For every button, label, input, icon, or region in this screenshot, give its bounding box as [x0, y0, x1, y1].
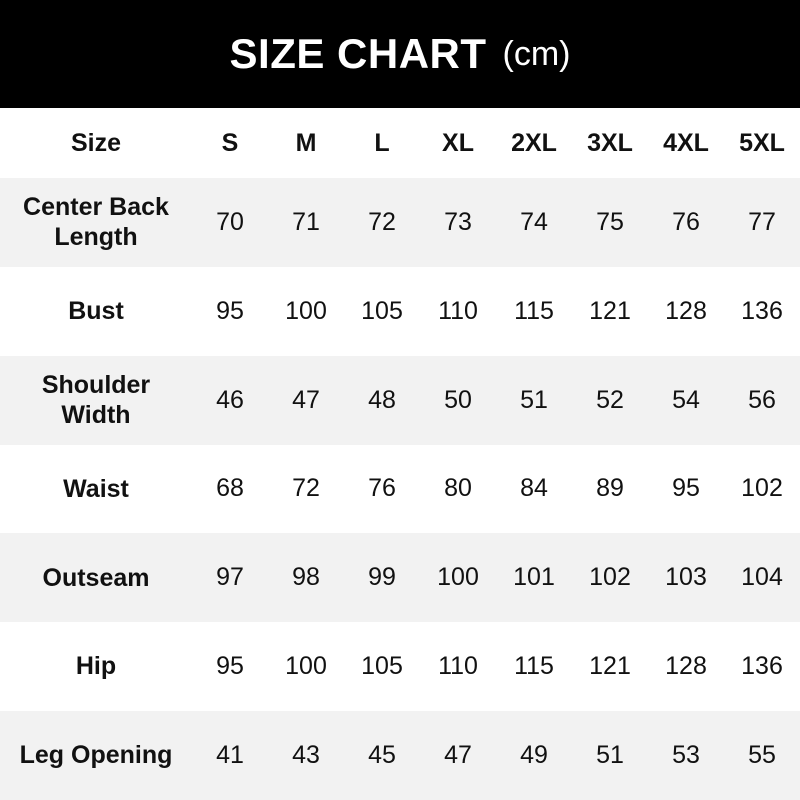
cell-hip-s: 95 — [192, 622, 268, 711]
cell-waist-m: 72 — [268, 445, 344, 534]
cell-bust-l: 105 — [344, 267, 420, 356]
cell-outseam-4xl: 103 — [648, 533, 724, 622]
cell-hip-xl: 110 — [420, 622, 496, 711]
cell-shoulder-width-5xl: 56 — [724, 356, 800, 445]
table-row — [0, 356, 800, 445]
cell-leg-opening-m: 43 — [268, 711, 344, 800]
cell-leg-opening-2xl: 49 — [496, 711, 572, 800]
cell-bust-s: 95 — [192, 267, 268, 356]
cell-waist-2xl: 84 — [496, 445, 572, 534]
column-header-3xl: 3XL — [572, 108, 648, 178]
cell-leg-opening-4xl: 53 — [648, 711, 724, 800]
row-label-center-back-length: Center Back Length — [0, 178, 192, 267]
size-chart-table — [0, 108, 800, 800]
cell-hip-m: 100 — [268, 622, 344, 711]
cell-leg-opening-xl: 47 — [420, 711, 496, 800]
cell-leg-opening-l: 45 — [344, 711, 420, 800]
cell-hip-4xl: 128 — [648, 622, 724, 711]
row-label-hip: Hip — [0, 622, 192, 711]
cell-outseam-l: 99 — [344, 533, 420, 622]
cell-bust-5xl: 136 — [724, 267, 800, 356]
cell-shoulder-width-3xl: 52 — [572, 356, 648, 445]
cell-shoulder-width-m: 47 — [268, 356, 344, 445]
cell-center-back-length-3xl: 75 — [572, 178, 648, 267]
cell-hip-l: 105 — [344, 622, 420, 711]
row-label-shoulder-width: Shoulder Width — [0, 356, 192, 445]
cell-center-back-length-5xl: 77 — [724, 178, 800, 267]
cell-bust-3xl: 121 — [572, 267, 648, 356]
cell-center-back-length-xl: 73 — [420, 178, 496, 267]
cell-center-back-length-m: 71 — [268, 178, 344, 267]
cell-outseam-3xl: 102 — [572, 533, 648, 622]
cell-bust-m: 100 — [268, 267, 344, 356]
table-row — [0, 445, 800, 534]
row-label-waist: Waist — [0, 445, 192, 534]
table-row — [0, 178, 800, 267]
cell-outseam-2xl: 101 — [496, 533, 572, 622]
cell-leg-opening-3xl: 51 — [572, 711, 648, 800]
cell-waist-5xl: 102 — [724, 445, 800, 534]
cell-outseam-xl: 100 — [420, 533, 496, 622]
column-header-xl: XL — [420, 108, 496, 178]
row-label-leg-opening: Leg Opening — [0, 711, 192, 800]
cell-bust-xl: 110 — [420, 267, 496, 356]
cell-outseam-m: 98 — [268, 533, 344, 622]
column-header-2xl: 2XL — [496, 108, 572, 178]
cell-outseam-s: 97 — [192, 533, 268, 622]
cell-shoulder-width-2xl: 51 — [496, 356, 572, 445]
cell-center-back-length-l: 72 — [344, 178, 420, 267]
table-header-row — [0, 108, 800, 178]
unit-label: (cm) — [502, 34, 571, 73]
cell-waist-s: 68 — [192, 445, 268, 534]
cell-waist-4xl: 95 — [648, 445, 724, 534]
cell-leg-opening-5xl: 55 — [724, 711, 800, 800]
cell-leg-opening-s: 41 — [192, 711, 268, 800]
cell-bust-4xl: 128 — [648, 267, 724, 356]
cell-waist-xl: 80 — [420, 445, 496, 534]
column-header-size: Size — [0, 108, 192, 178]
column-header-l: L — [344, 108, 420, 178]
cell-outseam-5xl: 104 — [724, 533, 800, 622]
table-row — [0, 622, 800, 711]
cell-shoulder-width-4xl: 54 — [648, 356, 724, 445]
cell-shoulder-width-s: 46 — [192, 356, 268, 445]
cell-bust-2xl: 115 — [496, 267, 572, 356]
row-label-outseam: Outseam — [0, 533, 192, 622]
chart-header-banner — [0, 0, 800, 108]
table-row — [0, 267, 800, 356]
cell-hip-5xl: 136 — [724, 622, 800, 711]
cell-shoulder-width-xl: 50 — [420, 356, 496, 445]
page-title: SIZE CHART — [229, 30, 487, 77]
cell-waist-3xl: 89 — [572, 445, 648, 534]
table-row — [0, 711, 800, 800]
column-header-s: S — [192, 108, 268, 178]
cell-hip-3xl: 121 — [572, 622, 648, 711]
table-row — [0, 533, 800, 622]
row-label-bust: Bust — [0, 267, 192, 356]
cell-center-back-length-4xl: 76 — [648, 178, 724, 267]
cell-waist-l: 76 — [344, 445, 420, 534]
cell-shoulder-width-l: 48 — [344, 356, 420, 445]
column-header-m: M — [268, 108, 344, 178]
column-header-5xl: 5XL — [724, 108, 800, 178]
column-header-4xl: 4XL — [648, 108, 724, 178]
cell-hip-2xl: 115 — [496, 622, 572, 711]
cell-center-back-length-2xl: 74 — [496, 178, 572, 267]
cell-center-back-length-s: 70 — [192, 178, 268, 267]
